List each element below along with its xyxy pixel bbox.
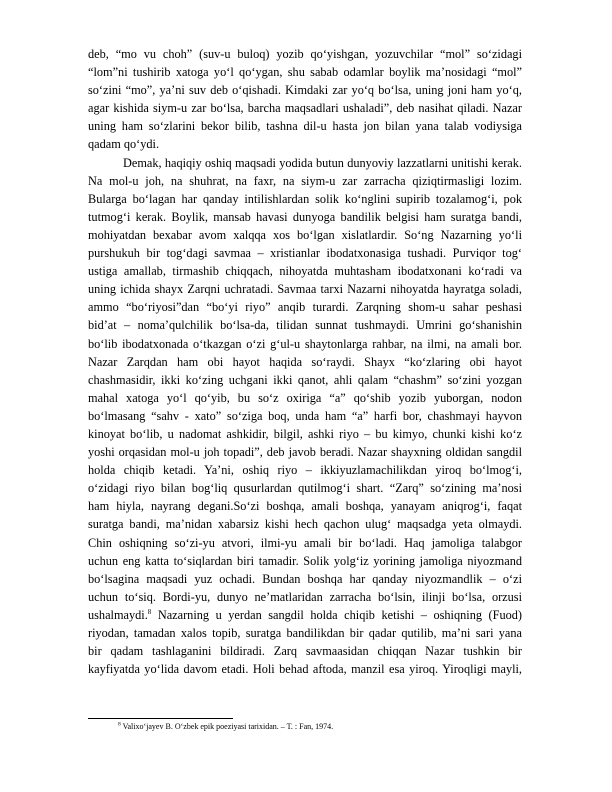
text-line: tutmog‘i kerak. Boylik, mansab havasi dunyoga bandilik belgisi ham suratga bandi, <box>88 209 522 224</box>
text-line: yoshi orqasidan mol-u joh topadi”, deb javob beradi. Nazar shayxning oldidan sangdil <box>88 445 522 460</box>
text-line: purshukuh bir tog‘dagi savmaa – xristianlar ibodatxonasiga tushadi. Purviqor tog‘ <box>88 246 522 261</box>
text-line: bo‘lib ibodatxonada o‘tkazgan o‘zi g‘ul-u shaytonlarga rahbar, na ilmi, na amali bor. <box>88 336 522 351</box>
text-line: qadam qo‘ydi. <box>88 137 160 152</box>
text-line: deb, “mo vu choh” (suv-u buloq) yozib qo‘yishgan, yozuvchilar “mol” so‘zidagi <box>88 47 522 61</box>
text-line: uchun eng katta to‘siqlardan biri tamadir. Solik yolg‘iz yorining jamoliga niyozmand <box>88 553 522 568</box>
text-line: kayfiyatda yo‘lida davom etadi. Holi behad aftoda, manzil esa yiroq. Yiroqligi mayli, <box>88 662 522 677</box>
footnote <box>118 722 333 732</box>
text-line: bir qadam tashlaganini bildiradi. Zarq savmaasidan chiqqan Nazar tushkin bir <box>88 644 522 659</box>
text-line-with-footnote <box>88 606 522 624</box>
text-segment: ushalmaydi. <box>88 607 148 622</box>
text-line: Chin oshiqning so‘zi-yu atvori, ilmi-yu amali bir bo‘ladi. Haq jamoliga talabgor <box>88 535 522 550</box>
text-line: bo‘lmasang “sahv - xato” so‘ziga boq, unda ham “a” harfi bor, chashmayi hayvon <box>88 408 522 423</box>
paragraph-1 <box>88 45 522 154</box>
text-line: Na mol-u joh, na shuhrat, na faxr, na siym-u zar zarracha qiziqtirmasligi lozim. <box>88 173 522 188</box>
text-line: riyodan, tamadan xalos topib, suratga bandilikdan bir qadar qutilib, ma’ni sari yana <box>88 626 522 640</box>
text-line: “lom”ni tushirib xatoga yo‘l qo‘ygan, shu sabab odamlar boylik ma’nosidagi “mol” <box>88 65 522 80</box>
document-body <box>88 45 522 678</box>
text-line: uning ham so‘zlarini bekor bilib, tashna dil-u hasta jon bilan yana talab vodiysiga <box>88 119 522 134</box>
paragraph-2 <box>88 154 522 679</box>
text-line: uning ichida shayx Zarqni uchratadi. Savmaa tarxi Nazarni nihoyatda hayratga soladi, <box>88 282 522 297</box>
footnote-marker: 8 <box>118 721 121 728</box>
text-line: uchun to‘siq. Bordi-yu, dunyo ne’matlaridan zarracha bo‘lsin, ilinji bo‘lsa, orzusi <box>88 589 522 604</box>
footnote-ref[interactable]: 8 <box>147 607 152 616</box>
text-line: agar kishida siym-u zar bo‘lsa, barcha maqsadlari ushaladi”, deb nasihat qiladi. Nazar <box>88 101 522 116</box>
text-line: ammo “bo‘riyosi”dan “bo‘yi riyo” anqib turardi. Zarqning shom-u sahar peshasi <box>88 300 522 315</box>
text-line: bid’at – noma’qulchilik bo‘lsa-da, tilidan sunnat tushmaydi. Umrini go‘shanishin <box>88 318 522 333</box>
text-line: mohiyatdan bexabar avom xalqqa xos bo‘lgan xislatlardir. So‘ng Nazarning yo‘li <box>88 227 522 242</box>
text-line: suratga bandi, ma’nidan xabarsiz kishi hech qachon ulug‘ maqsadga yeta olmaydi. <box>88 517 522 532</box>
text-line: Bularga bo‘lagan har qanday intilishlardan solik ko‘nglini supirib tozalamog‘i, pok <box>88 191 522 206</box>
text-line: chashmasidir, ikki ko‘zing uchgani ikki qanot, ahli qalam “chashm” so‘zini yozgan <box>88 372 522 387</box>
text-line: bo‘lsagina maqsadi yuz ochadi. Bundan boshqa har qanday niyozmandlik – o‘zi <box>88 571 522 586</box>
text-line: kinoyat bo‘lib, u nadomat ashkidir, bilgil, ashki riyo – bu kimyo, chunki kishi ko‘z <box>88 426 522 441</box>
footnote-divider <box>88 718 233 719</box>
text-line: mahal xatoga yo‘l qo‘yib, bu so‘z oxiriga “a” qo‘shib yozib yuborgan, nodon <box>88 390 522 405</box>
text-line: o‘zidagi riyo bilan bog‘liq qusurlardan qutilmog‘i shart. “Zarq” so‘zining ma’nosi <box>88 481 522 496</box>
text-line: Nazar Zarqdan ham obi hayot haqida so‘raydi. Shayx “ko‘zlaring obi hayot <box>88 354 522 369</box>
text-line: ham hiyla, nayrang degani.So‘zi boshqa, amali boshqa, yanayam aniqrog‘i, faqat <box>88 499 522 514</box>
text-line: ustiga amallab, tirmashib chiqqach, nihoyatda muhtasham ibodatxonani ko‘radi va <box>88 264 522 279</box>
text-line: so‘zini “mo”, ya’ni suv deb o‘qishadi. Kimdaki zar yo‘q bo‘lsa, uning joni ham yo‘q, <box>88 83 522 98</box>
text-segment: Nazarning u yerdan sangdil holda chiqib ketishi – oshiqning (Fuod) <box>157 607 523 622</box>
text-line: holda chiqib ketadi. Ya’ni, oshiq riyo – ikkiyuzlamachilikdan yiroq bo‘lmog‘i, <box>88 463 522 478</box>
text-line: Demak, haqiqiy oshiq maqsadi yodida butun dunyoviy lazzatlarni unitishi kerak. <box>123 155 522 170</box>
footnote-text: Valixo‘jayev B. O‘zbek epik poeziyasi tarixidan. – T. : Fan, 1974. <box>122 722 334 731</box>
